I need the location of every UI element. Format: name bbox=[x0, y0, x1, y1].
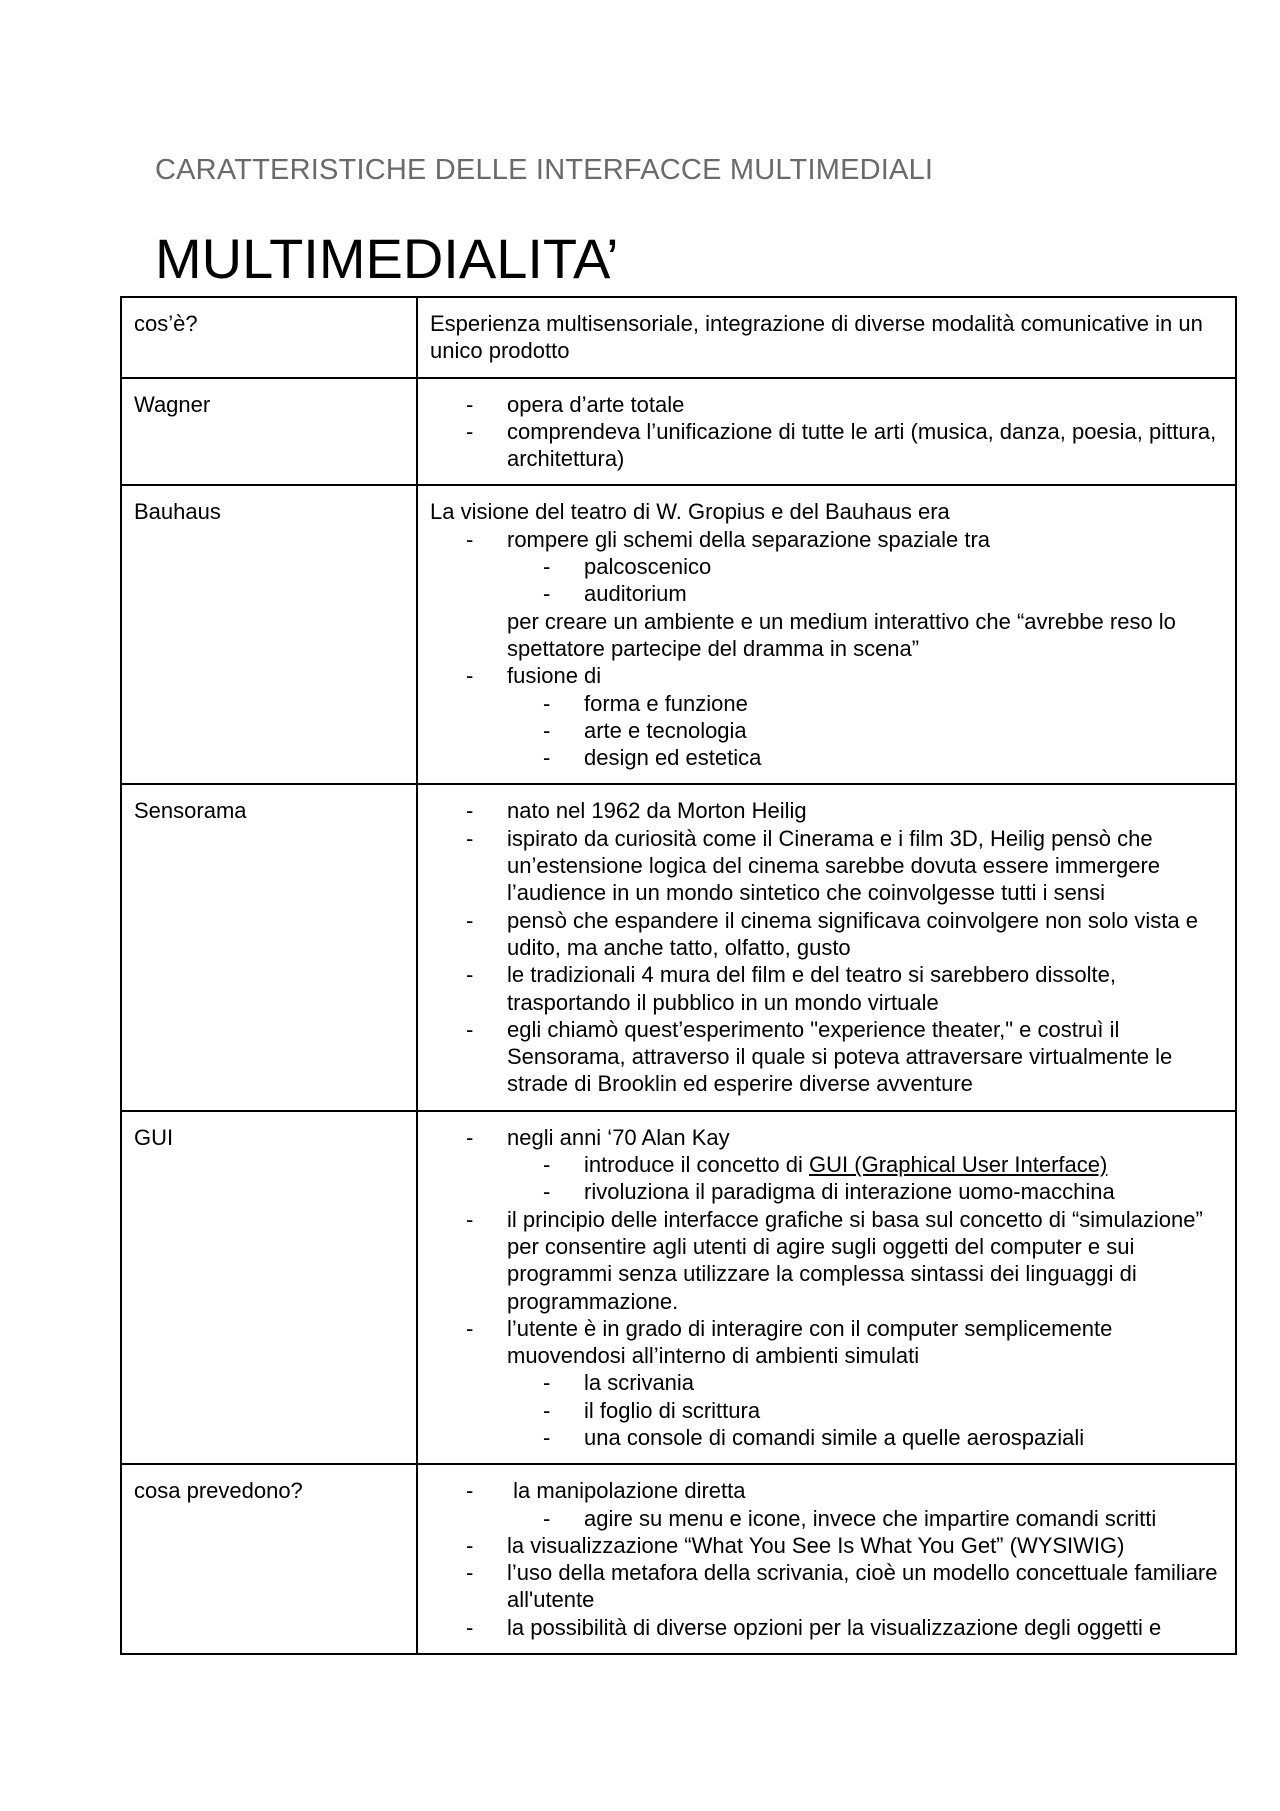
bullet-dash: - bbox=[466, 1532, 474, 1558]
list-item: - pensò che espandere il cinema significava coinvolgere non solo vista e udito, ma anche tatto, olfatto, gusto bbox=[466, 907, 1198, 960]
bullet-dash: - bbox=[543, 1505, 551, 1531]
description-intro: La visione del teatro di W. Gropius e del Bauhaus era bbox=[430, 499, 950, 525]
row-description bbox=[417, 1464, 1236, 1654]
list-item: - la manipolazione diretta bbox=[466, 1478, 746, 1504]
sub-list-item: - auditorium bbox=[543, 581, 687, 607]
bullet-dash: - bbox=[543, 745, 551, 771]
sub-list-item: - design ed estetica bbox=[543, 745, 762, 771]
row-term: GUI bbox=[121, 1111, 417, 1465]
bullet-dash: - bbox=[543, 717, 551, 743]
bullet-dash: - bbox=[466, 907, 474, 933]
bullet-dash: - bbox=[466, 526, 474, 552]
row-description bbox=[417, 784, 1236, 1110]
bullet-dash: - bbox=[543, 1424, 551, 1450]
list-item: - la visualizzazione “What You See Is What You Get” (WYSIWIG) bbox=[466, 1532, 1125, 1558]
row-term: Sensorama bbox=[121, 784, 417, 1110]
bullet-dash: - bbox=[466, 391, 474, 417]
list-item-continuation: per creare un ambiente e un medium interattivo che “avrebbe reso lo spettatore partecipe del dramma in scena” bbox=[507, 608, 1176, 661]
sub-list-item: - rivoluziona il paradigma di interazione uomo-macchina bbox=[543, 1179, 1115, 1205]
bullet-dash: - bbox=[543, 581, 551, 607]
list-item: - rompere gli schemi della separazione spaziale tra bbox=[466, 526, 991, 552]
table-row bbox=[121, 784, 1236, 1110]
bullet-dash: - bbox=[543, 554, 551, 580]
gui-link[interactable]: GUI (Graphical User Interface) bbox=[809, 1152, 1108, 1178]
sub-list-item: - arte e tecnologia bbox=[543, 717, 747, 743]
notes-table bbox=[120, 296, 1237, 1655]
list-item: - negli anni ‘70 Alan Kay bbox=[466, 1124, 730, 1150]
bullet-dash: - bbox=[466, 1206, 474, 1232]
bullet-dash: - bbox=[466, 1560, 474, 1586]
bullet-dash: - bbox=[466, 1478, 474, 1504]
page-subtitle: CARATTERISTICHE DELLE INTERFACCE MULTIMEDIALI bbox=[155, 154, 934, 186]
row-description bbox=[417, 378, 1236, 486]
list-item: - il principio delle interfacce grafiche si basa sul concetto di “simulazione” per consentire agli utenti di agire sugli oggetti del computer e sui programmi senza utilizzare la complessa sintassi dei linguaggi di programmazione. bbox=[466, 1206, 1203, 1314]
bullet-dash: - bbox=[466, 798, 474, 824]
row-term: Wagner bbox=[121, 378, 417, 486]
page-title: MULTIMEDIALITA’ bbox=[155, 227, 619, 290]
table-row bbox=[121, 378, 1236, 486]
sub-list-item: - palcoscenico bbox=[543, 554, 712, 580]
row-description bbox=[417, 485, 1236, 784]
bullet-dash: - bbox=[466, 1614, 474, 1640]
row-term: Bauhaus bbox=[121, 485, 417, 784]
sub-list-item: - forma e funzione bbox=[543, 690, 748, 716]
bullet-dash: - bbox=[543, 1152, 551, 1178]
table-row bbox=[121, 1111, 1236, 1465]
list-item: - l’utente è in grado di interagire con il computer semplicemente muovendosi all’interno di ambienti simulati bbox=[466, 1315, 1113, 1369]
row-description bbox=[417, 297, 1236, 378]
sub-list-item: - agire su menu e icone, invece che impartire comandi scritti bbox=[543, 1505, 1157, 1531]
bullet-dash: - bbox=[466, 1124, 474, 1150]
description-text: Esperienza multisensoriale, integrazione di diverse modalità comunicative in un unico prodotto bbox=[430, 311, 1209, 364]
bullet-dash: - bbox=[466, 825, 474, 851]
list-item: - nato nel 1962 da Morton Heilig bbox=[466, 798, 807, 824]
row-term: cos’è? bbox=[121, 297, 417, 378]
bullet-dash: - bbox=[466, 663, 474, 689]
bullet-dash: - bbox=[466, 418, 474, 444]
sub-list-item: - una console di comandi simile a quelle aerospaziali bbox=[543, 1424, 1085, 1450]
bullet-dash: - bbox=[466, 1315, 474, 1341]
table-row bbox=[121, 485, 1236, 784]
list-item: - fusione di bbox=[466, 663, 602, 689]
bullet-dash: - bbox=[466, 1016, 474, 1042]
list-item: - l’uso della metafora della scrivania, cioè un modello concettuale familiare all'utente bbox=[466, 1560, 1218, 1613]
list-item: - opera d’arte totale bbox=[466, 391, 685, 417]
sub-list-item: - il foglio di scrittura bbox=[543, 1397, 761, 1423]
row-term: cosa prevedono? bbox=[121, 1464, 417, 1654]
list-item: - ispirato da curiosità come il Cinerama e i film 3D, Heilig pensò che un’estensione logica del cinema sarebbe dovuta essere immergere l’audience in un mondo sintetico che coinvolgesse tutti i sensi bbox=[466, 825, 1161, 906]
bullet-dash: - bbox=[543, 1397, 551, 1423]
bullet-dash: - bbox=[466, 962, 474, 988]
row-description bbox=[417, 1111, 1236, 1465]
bullet-dash: - bbox=[543, 1179, 551, 1205]
table-row bbox=[121, 1464, 1236, 1654]
bullet-dash: - bbox=[543, 690, 551, 716]
list-item: - egli chiamò quest’esperimento "experience theater," e costruì il Sensorama, attraverso il quale si poteva attraversare virtualmente le strade di Brooklin ed esperire diverse avventure bbox=[466, 1016, 1173, 1097]
list-item: - le tradizionali 4 mura del film e del teatro si sarebbero dissolte, trasportando il pubblico in un mondo virtuale bbox=[466, 962, 1116, 1015]
sub-list-item: - introduce il concetto di GUI (Graphical User Interface) bbox=[543, 1152, 1108, 1178]
bullet-dash: - bbox=[543, 1370, 551, 1396]
list-item: - comprendeva l’unificazione di tutte le arti (musica, danza, poesia, pittura, architettura) bbox=[466, 418, 1217, 472]
table-row bbox=[121, 297, 1236, 378]
list-item: - la possibilità di diverse opzioni per la visualizzazione degli oggetti e bbox=[466, 1614, 1162, 1640]
sub-list-item: - la scrivania bbox=[543, 1370, 695, 1396]
